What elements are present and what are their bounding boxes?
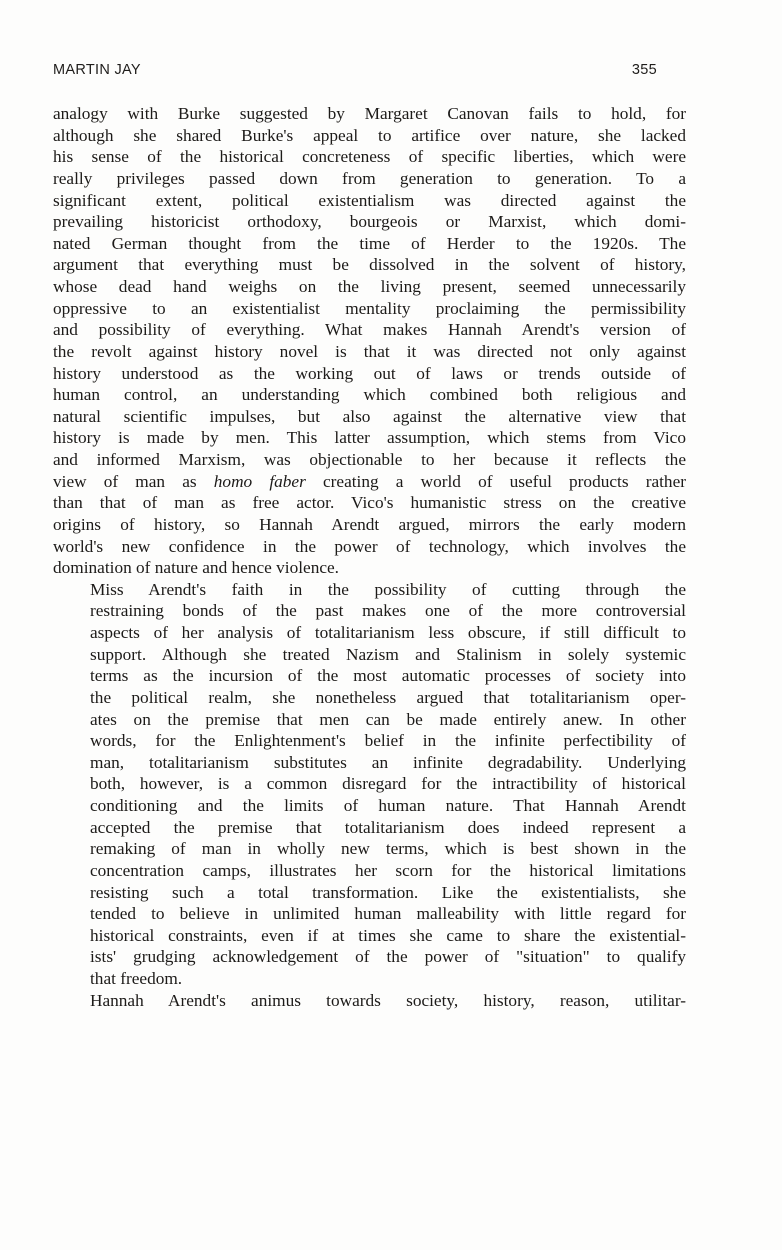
text-line: restraining bonds of the past makes one of the more controversial: [90, 601, 686, 621]
text-line: that freedom.: [90, 969, 183, 988]
text-line: history is made by men. This latter assumption, which stems from Vico: [53, 428, 686, 448]
text-line: resisting such a total transformation. Like the existentialists, she: [90, 882, 686, 902]
text-line: human control, an understanding which combined both religious and: [53, 385, 686, 405]
paragraph: [53, 990, 686, 1012]
text-line: oppressive to an existentialist mentality proclaiming the permissibility: [53, 298, 686, 318]
text-line: analogy with Burke suggested by Margaret Canovan fails to hold, for: [53, 104, 686, 123]
text-line: terms as the incursion of the most automatic processes of society into: [90, 666, 686, 686]
body-text: [53, 103, 686, 1011]
running-head-author: MARTIN JAY: [53, 62, 141, 78]
text-line: really privileges passed down from generation to generation. To a: [53, 168, 686, 188]
text-line: historical constraints, even if at times she came to share the existential-: [90, 925, 686, 945]
text-line: significant extent, political existentialism was directed against the: [53, 190, 686, 210]
text-line: conditioning and the limits of human nature. That Hannah Arendt: [90, 796, 686, 815]
text-line: prevailing historicist orthodoxy, bourgeois or Marxist, which domi-: [53, 212, 686, 232]
paragraph: [53, 579, 686, 990]
text-line: both, however, is a common disregard for the intractibility of historical: [90, 774, 686, 794]
text-line: Miss Arendt's faith in the possibility of cutting through the: [90, 579, 686, 599]
text-line: his sense of the historical concreteness of specific liberties, which were: [53, 147, 686, 167]
text-line: than that of man as free actor. Vico's humanistic stress on the creative: [53, 493, 686, 513]
text-line: ists' grudging acknowledgement of the power of "situation" to qualify: [90, 947, 686, 967]
text-line: Hannah Arendt's animus towards society, history, reason, utilitar-: [90, 990, 686, 1010]
text-line: domination of nature and hence violence.: [53, 558, 339, 578]
text-line: origins of history, so Hannah Arendt argued, mirrors the early modern: [53, 514, 686, 534]
text-line: the political realm, she nonetheless argued that totalitarianism oper-: [90, 687, 686, 707]
text-line: accepted the premise that totalitarianism does indeed represent a: [90, 817, 686, 837]
text-line: the revolt against history novel is that it was directed not only against: [53, 341, 686, 361]
text-line: remaking of man in wholly new terms, which is best shown in the: [90, 839, 686, 859]
text-line: aspects of her analysis of totalitarianism less obscure, if still difficult to: [90, 623, 686, 642]
text-line: history understood as the working out of laws or trends outside of: [53, 363, 686, 383]
text-line: argument that everything must be dissolved in the solvent of history,: [53, 255, 686, 275]
text-line: support. Although she treated Nazism and Stalinism in solely systemic: [90, 644, 686, 664]
text-line: natural scientific impulses, but also against the alternative view that: [53, 406, 686, 426]
text-line: view of man as homo faber creating a world of useful products rather: [53, 471, 687, 491]
italic-term: homo faber: [213, 471, 306, 491]
text-line: although she shared Burke's appeal to artifice over nature, she lacked: [53, 125, 686, 145]
text-line: words, for the Enlightenment's belief in the infinite perfectibility of: [90, 731, 686, 751]
text-line: concentration camps, illustrates her scorn for the historical limitations: [90, 860, 686, 880]
text-line: whose dead hand weighs on the living present, seemed unnecessarily: [53, 277, 686, 296]
text-line: and informed Marxism, was objectionable to her because it reflects the: [53, 450, 686, 469]
text-line: tended to believe in unlimited human malleability with little regard for: [90, 904, 686, 924]
page-number: 355: [631, 62, 657, 78]
running-head: [53, 62, 657, 82]
paragraph: [53, 103, 686, 579]
text-line: man, totalitarianism substitutes an infinite degradability. Underlying: [90, 752, 686, 772]
text-line: nated German thought from the time of Herder to the 1920s. The: [53, 233, 686, 253]
text-line: ates on the premise that men can be made entirely anew. In other: [90, 709, 686, 729]
text-line: and possibility of everything. What makes Hannah Arendt's version of: [53, 320, 686, 340]
text-line: world's new confidence in the power of technology, which involves the: [53, 536, 686, 556]
